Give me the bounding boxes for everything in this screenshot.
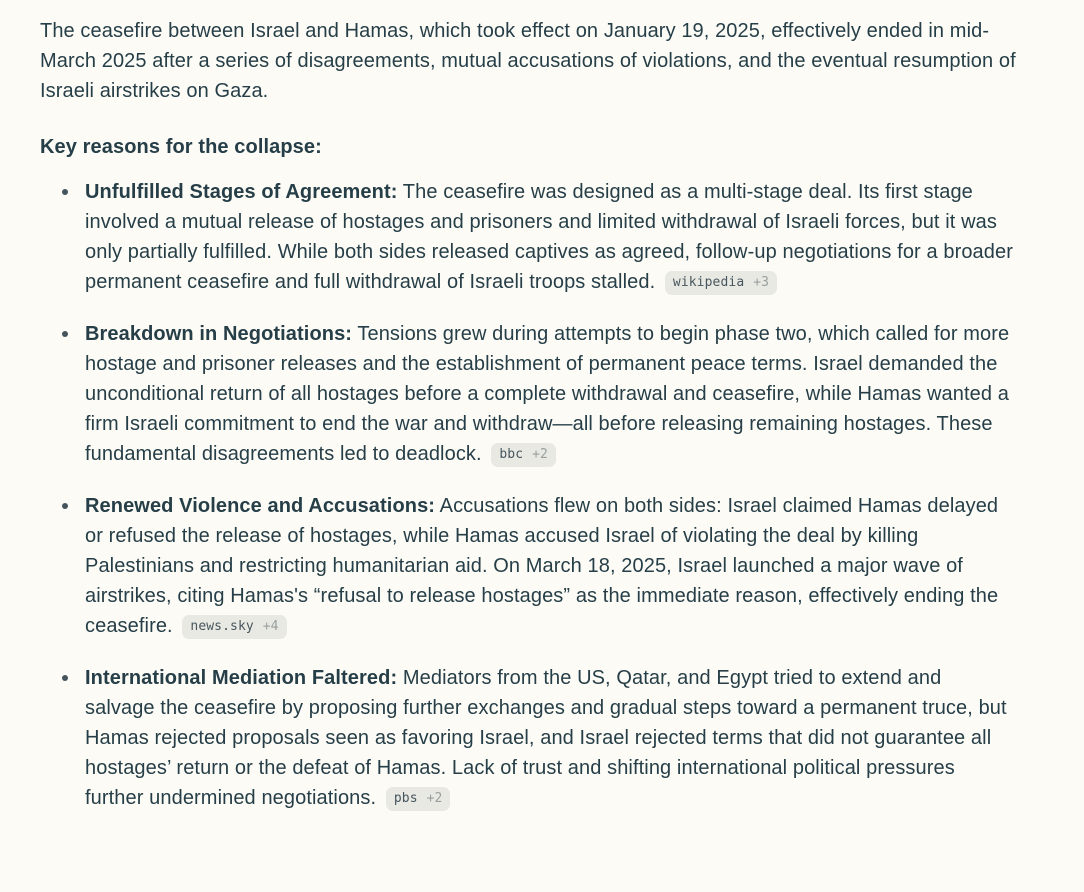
citation-source: wikipedia — [672, 275, 745, 290]
section-heading: Key reasons for the collapse: — [40, 136, 322, 158]
citation-badge[interactable] — [665, 271, 777, 295]
item-body: Mediators from the US, Qatar, and Egypt tried to extend and salvage the ceasefire by proposing further exchanges and gradual steps toward a permanent truce, but Hamas rejected proposals seen as favoring Israel, and Israel rejected terms that did not guarantee all hostages’ return or the defeat of Hamas. Lack of trust and shifting international political pressures further undermined negotiations. — [85, 667, 1007, 809]
list-item — [85, 663, 1015, 813]
reasons-list — [40, 177, 1044, 813]
item-body: The ceasefire was designed as a multi-stage deal. Its first stage involved a mutual release of hostages and prisoners and limited withdrawal of Israeli forces, but it was only partially fulfilled. While both sides released captives as agreed, follow-up negotiations for a broader permanent ceasefire and full withdrawal of Israeli troops stalled. — [85, 181, 1013, 293]
citation-badge[interactable] — [182, 615, 286, 639]
bullet-icon — [62, 331, 68, 337]
citation-more-count: +4 — [262, 619, 279, 634]
intro-paragraph: The ceasefire between Israel and Hamas, which took effect on January 19, 2025, effectively ended in mid-March 2025 after a series of disagreements, mutual accusations of violations, and the eventual resumption of Israeli airstrikes on Gaza. — [40, 20, 1016, 102]
citation-source: news.sky — [190, 619, 254, 634]
item-title: Unfulfilled Stages of Agreement: — [85, 181, 398, 203]
citation-more-count: +2 — [532, 447, 548, 462]
citation-more-count: +3 — [753, 275, 770, 290]
list-item — [85, 491, 1015, 641]
item-body: Accusations flew on both sides: Israel claimed Hamas delayed or refused the release of hostages, while Hamas accused Israel of violating the deal by killing Palestinians and restricting humanitarian aid. On March 18, 2025, Israel launched a major wave of airstrikes, citing Hamas's “refusal to release hostages” as the immediate reason, effectively ending the ceasefire. — [85, 495, 999, 637]
list-item — [85, 177, 1015, 297]
bullet-icon — [62, 189, 68, 195]
item-title: International Mediation Faltered: — [85, 667, 398, 689]
citation-badge[interactable] — [491, 443, 556, 467]
item-body: Tensions grew during attempts to begin phase two, which called for more hostage and prisoner releases and the establishment of permanent peace terms. Israel demanded the unconditional return of all hostages before a complete withdrawal and ceasefire, while Hamas wanted a firm Israeli commitment to end the war and withdraw—all before releasing remaining hostages. These fundamental disagreements led to deadlock. — [85, 323, 1010, 465]
citation-source: pbs — [393, 791, 418, 806]
list-item — [85, 319, 1015, 469]
citation-source: bbc — [499, 447, 524, 462]
citation-more-count: +2 — [426, 791, 443, 806]
item-title: Breakdown in Negotiations: — [85, 323, 353, 345]
item-title: Renewed Violence and Accusations: — [85, 495, 436, 517]
bullet-icon — [62, 675, 68, 681]
citation-badge[interactable] — [386, 787, 451, 811]
bullet-icon — [62, 503, 68, 509]
